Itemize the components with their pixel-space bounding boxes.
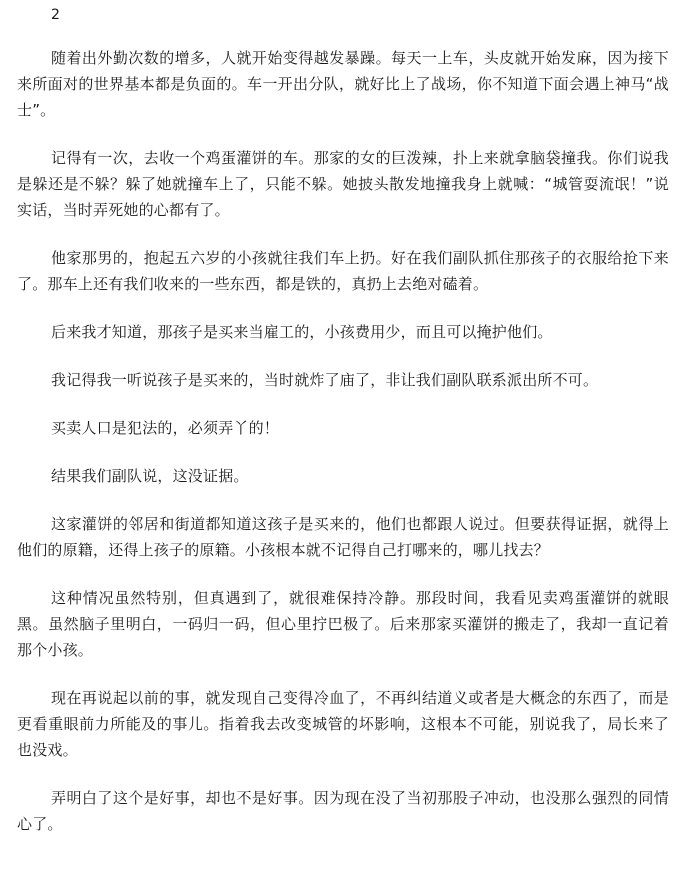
paragraph-10: 现在再说起以前的事，就发现自己变得冷血了，不再纠结道义或者是大概念的东西了，而是更看重眼前力所能及的事儿。指着我去改变城管的坏影响，这根本不可能，别说我了，局长来了也没戏。 [17,689,669,759]
paragraph-8: 这家灌饼的邻居和街道都知道这孩子是买来的，他们也都跟人说过。但要获得证据，就得上他们的原籍，还得上孩子的原籍。小孩根本就不记得自己打哪来的，哪儿找去？ [17,515,669,559]
paragraph-2: 记得有一次，去收一个鸡蛋灌饼的车。那家的女的巨泼辣，扑上来就拿脑袋撞我。你们说我是躲还是不躲？躲了她就撞车上了，只能不躲。她披头散发地撞我身上就喊：“城管耍流氓！”说实话，当时弄死她的心都有了。 [17,149,669,219]
paragraph-9: 这种情况虽然特别，但真遇到了，就很难保持冷静。那段时间，我看见卖鸡蛋灌饼的就眼黑。虽然脑子里明白，一码归一码，但心里拧巴极了。后来那家买灌饼的搬走了，我却一直记着那个小孩。 [17,589,669,659]
paragraph-5: 我记得我一听说孩子是买来的，当时就炸了庙了，非让我们副队联系派出所不可。 [51,371,599,389]
paragraph-7: 结果我们副队说，这没证据。 [51,467,249,485]
paragraph-1: 随着出外勤次数的增多，人就开始变得越发暴躁。每天一上车，头皮就开始发麻，因为接下来所面对的世界基本都是负面的。车一开出分队，就好比上了战场，你不知道下面会遇上神马“战士”。 [17,49,669,119]
paragraph-3: 他家那男的，抱起五六岁的小孩就往我们车上扔。好在我们副队抓住那孩子的衣服给抢下来了。那车上还有我们收来的一些东西，都是铁的，真扔上去绝对磕着。 [17,249,669,293]
paragraph-11: 弄明白了这个是好事，却也不是好事。因为现在没了当初那股子冲动，也没那么强烈的同情心了。 [17,789,669,833]
page-number: 2 [51,7,60,23]
paragraph-6: 买卖人口是犯法的，必须弄丫的！ [51,419,280,437]
paragraph-4: 后来我才知道，那孩子是买来当雇工的，小孩费用少，而且可以掩护他们。 [51,323,553,341]
article-body [17,0,669,837]
